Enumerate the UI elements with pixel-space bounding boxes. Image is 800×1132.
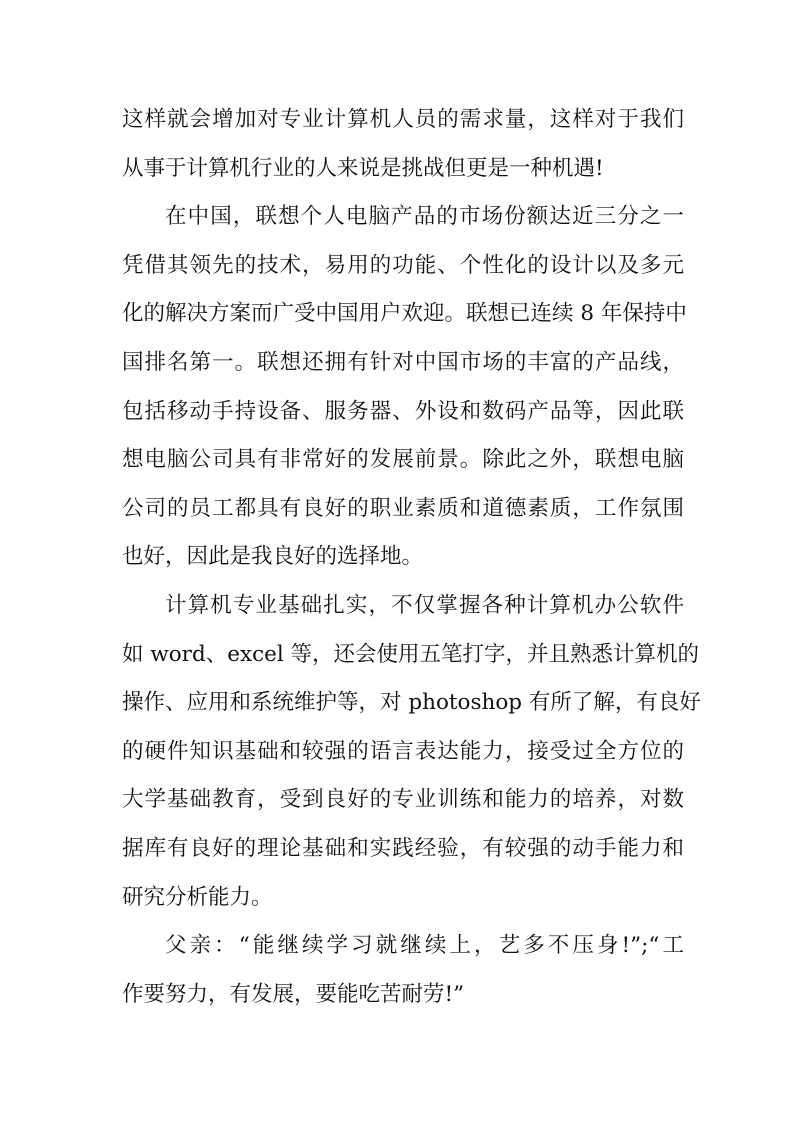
text-line: 研究分析能力。 bbox=[122, 884, 273, 910]
text-line: 在中国，联想个人电脑产品的市场份额达近三分之一 bbox=[165, 204, 684, 230]
text-line: 据库有良好的理论基础和实践经验，有较强的动手能力和 bbox=[122, 835, 684, 861]
text-line: 国排名第一。联想还拥有针对中国市场的丰富的产品线， bbox=[122, 349, 684, 375]
text-line: 大学基础教育，受到良好的专业训练和能力的培养，对数 bbox=[122, 787, 684, 813]
paragraph-1 bbox=[122, 96, 684, 193]
text-line: 凭借其领先的技术，易用的功能、个性化的设计以及多元 bbox=[122, 252, 684, 278]
text-line: 化的解决方案而广受中国用户欢迎。联想已连续 8 年保持中 bbox=[122, 301, 687, 327]
document-body bbox=[122, 96, 701, 1019]
text-line: 公司的员工都具有良好的职业素质和道德素质，工作氛围 bbox=[122, 495, 684, 521]
paragraph-4 bbox=[122, 922, 684, 1019]
text-line: 也好，因此是我良好的选择地。 bbox=[122, 544, 424, 570]
text-line: 的硬件知识基础和较强的语言表达能力，接受过全方位的 bbox=[122, 738, 684, 764]
text-line: 包括移动手持设备、服务器、外设和数码产品等，因此联 bbox=[122, 398, 684, 424]
paragraph-2 bbox=[122, 193, 687, 582]
text-line: 父亲：“能继续学习就继续上，艺多不压身!”;“工 bbox=[165, 933, 684, 959]
text-line: 计算机专业基础扎实，不仅掌握各种计算机办公软件 bbox=[165, 592, 684, 618]
text-line: 从事于计算机行业的人来说是挑战但更是一种机遇! bbox=[122, 155, 604, 181]
text-line: 如 word、excel 等，还会使用五笔打字，并且熟悉计算机的 bbox=[122, 641, 700, 667]
text-line: 这样就会增加对专业计算机人员的需求量，这样对于我们 bbox=[122, 107, 684, 132]
text-line: 操作、应用和系统维护等，对 photoshop 有所了解，有良好 bbox=[122, 690, 701, 716]
paragraph-3 bbox=[122, 582, 701, 922]
text-line: 想电脑公司具有非常好的发展前景。除此之外，联想电脑 bbox=[122, 447, 684, 473]
text-line: 作要努力，有发展，要能吃苦耐劳!” bbox=[122, 981, 465, 1007]
